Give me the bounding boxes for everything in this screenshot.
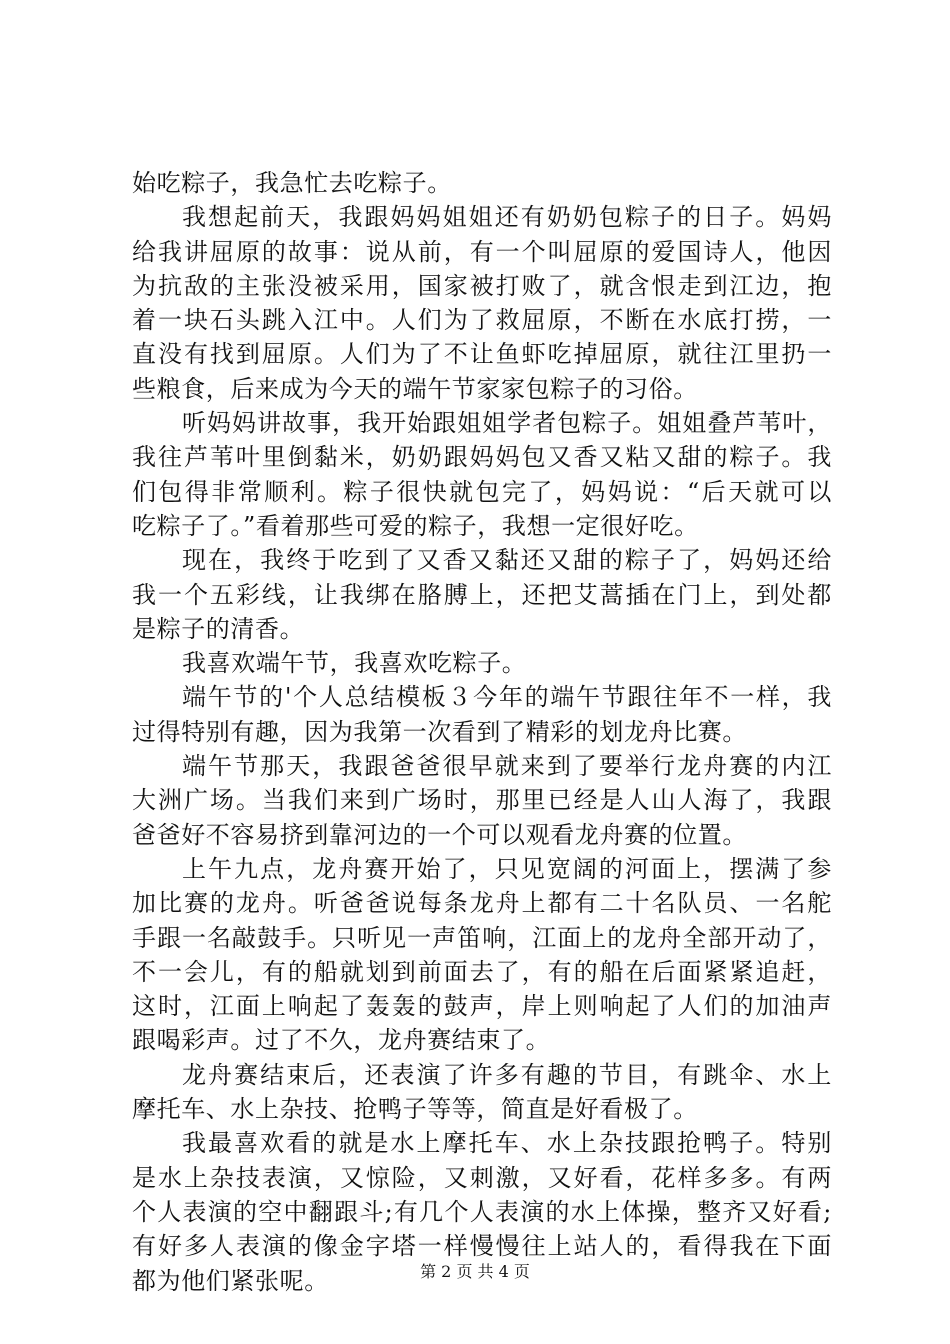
text-line	[132, 475, 832, 509]
text-line-content: 加比赛的龙舟。听爸爸说每条龙舟上都有二十名队员、一名舵	[132, 889, 832, 918]
text-line	[132, 921, 832, 955]
text-line-content: 些粮食，后来成为今天的端午节家家包粽子的习俗。	[132, 374, 698, 403]
text-line	[132, 200, 832, 234]
text-line-content: 大洲广场。当我们来到广场时，那里已经是人山人海了，我跟	[132, 786, 832, 815]
text-line	[132, 852, 832, 886]
text-line	[132, 1229, 832, 1263]
text-line-content: 上午九点，龙舟赛开始了，只见宽阔的河面上，摆满了参	[182, 854, 832, 883]
text-line	[132, 1161, 832, 1195]
text-line	[132, 715, 832, 749]
text-line	[132, 612, 832, 646]
text-line-content: 我最喜欢看的就是水上摩托车、水上杂技跟抢鸭子。特别	[182, 1129, 832, 1158]
text-line	[132, 955, 832, 989]
text-line-content: 我喜欢端午节，我喜欢吃粽子。	[182, 649, 527, 678]
text-line	[132, 1126, 832, 1160]
text-line-content: 过得特别有趣，因为我第一次看到了精彩的划龙舟比赛。	[132, 717, 747, 746]
text-line-content: 爸爸好不容易挤到靠河边的一个可以观看龙舟赛的位置。	[132, 820, 747, 849]
text-line-content: 给我讲屈原的故事：说从前，有一个叫屈原的爱国诗人，他因	[132, 237, 832, 266]
text-line	[132, 749, 832, 783]
text-line-content: 端午节那天，我跟爸爸很早就来到了要举行龙舟赛的内江	[182, 752, 832, 781]
text-line-content: 是粽子的清香。	[132, 614, 305, 643]
text-line	[132, 235, 832, 269]
text-line-content: 这时，江面上响起了轰轰的鼓声，岸上则响起了人们的加油声	[132, 992, 832, 1021]
text-line	[132, 1058, 832, 1092]
text-line-content: 不一会儿，有的船就划到前面去了，有的船在后面紧紧追赶，	[132, 957, 832, 986]
text-line-content: 我想起前天，我跟妈妈姐姐还有奶奶包粽子的日子。妈妈	[182, 203, 832, 232]
text-line	[132, 166, 832, 200]
text-line	[132, 337, 832, 371]
text-line	[132, 1195, 832, 1229]
text-line	[132, 1092, 832, 1126]
text-line	[132, 1023, 832, 1057]
text-line-content: 现在，我终于吃到了又香又黏还又甜的粽子了，妈妈还给	[182, 546, 832, 575]
document-body	[132, 166, 832, 1298]
text-line	[132, 646, 832, 680]
text-line-content: 端午节的'个人总结模板３今年的端午节跟往年不一样，我	[182, 683, 832, 712]
text-line-content: 跟喝彩声。过了不久，龙舟赛结束了。	[132, 1026, 551, 1055]
text-line-content: 直没有找到屈原。人们为了不让鱼虾吃掉屈原，就往江里扔一	[132, 340, 832, 369]
text-line	[132, 269, 832, 303]
text-line-content: 我往芦苇叶里倒黏米，奶奶跟妈妈包又香又粘又甜的粽子。我	[132, 443, 832, 472]
text-line	[132, 543, 832, 577]
text-line	[132, 886, 832, 920]
text-line-content: 们包得非常顺利。粽子很快就包完了，妈妈说：“后天就可以	[132, 477, 832, 506]
text-line	[132, 680, 832, 714]
text-line	[132, 989, 832, 1023]
text-line	[132, 818, 832, 852]
text-line-content: 吃粽子了。”看着那些可爱的粽子，我想一定很好吃。	[132, 511, 699, 540]
page-footer: 第 2 页 共 4 页	[420, 1262, 530, 1281]
text-line-content: 摩托车、水上杂技、抢鸭子等等，简直是好看极了。	[132, 1095, 698, 1124]
text-line-content: 有好多人表演的像金字塔一样慢慢往上站人的，看得我在下面	[132, 1232, 832, 1261]
text-line	[132, 783, 832, 817]
text-line	[132, 372, 832, 406]
text-line-content: 手跟一名敲鼓手。只听见一声笛响，江面上的龙舟全部开动了，	[132, 923, 832, 952]
text-line-content: 个人表演的空中翻跟斗;有几个人表演的水上体操，整齐又好看;	[132, 1197, 832, 1226]
text-line-content: 听妈妈讲故事，我开始跟姐姐学者包粽子。姐姐叠芦苇叶，	[182, 409, 832, 438]
text-line-content: 我一个五彩线，让我绑在胳膊上，还把艾蒿插在门上，到处都	[132, 580, 832, 609]
text-line-content: 为抗敌的主张没被采用，国家被打败了，就含恨走到江边，抱	[132, 271, 832, 300]
text-line-content: 始吃粽子，我急忙去吃粽子。	[132, 169, 452, 197]
text-line	[132, 578, 832, 612]
text-line	[132, 440, 832, 474]
text-line-content: 是水上杂技表演，又惊险，又刺激，又好看，花样多多。有两	[132, 1163, 832, 1192]
text-line	[132, 406, 832, 440]
text-line-content: 龙舟赛结束后，还表演了许多有趣的节目，有跳伞、水上	[182, 1060, 832, 1089]
text-line-content: 着一块石头跳入江中。人们为了救屈原，不断在水底打捞，一	[132, 306, 832, 335]
text-line	[132, 509, 832, 543]
text-line-content: 都为他们紧张呢。	[132, 1266, 329, 1295]
text-line	[132, 303, 832, 337]
